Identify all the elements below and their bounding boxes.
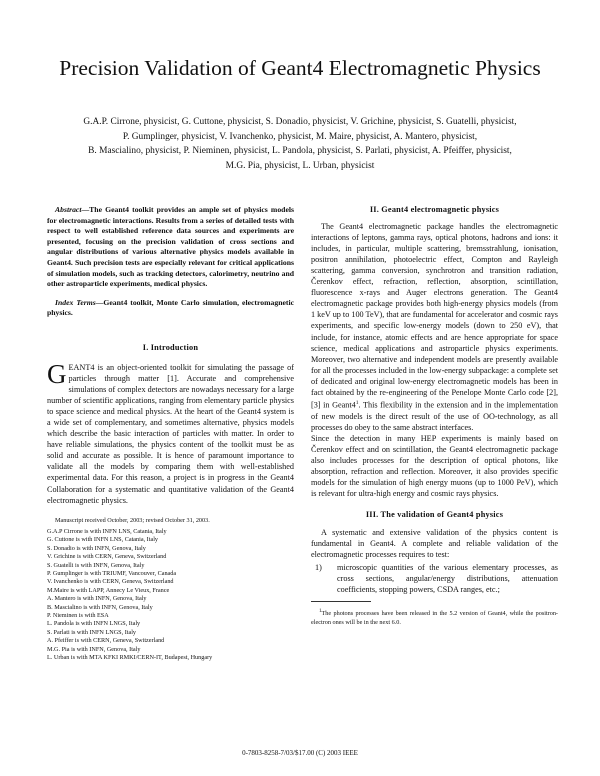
footnote-line: A. Pfeiffer is with CERN, Geneva, Switzerland xyxy=(47,637,165,645)
affiliation-footnotes xyxy=(47,517,294,663)
footnote-line: S. Donadio is with INFN, Genova, Italy xyxy=(47,544,146,552)
footnote-line: V. Grichine is with CERN, Geneva, Switzerland xyxy=(47,553,167,561)
footnote-number: 1 xyxy=(319,609,322,615)
footnote-text: The photons processes have been released in the 5.2 version of Geant4, while the positron-electron ones will be in the next 6.0. xyxy=(311,610,558,626)
sec3-paragraph-1: A systematic and extensive validation of the physics content is fundamental in Geant4. A complete and reliable validation of the electromagnetic processes requires to test: xyxy=(311,528,558,560)
sec2-paragraph-2: Since the detection in many HEP experiments is mainly based on Čerenkov effect and on scintillation, the Geant4 electromagnetic package also includes processes for the description of optical photons, like absorption, refraction and reflection. Moreover, it also provides specific models for the simulation of high energy muons (up to 1000 PeV), which is relevant for ultra-high energy and cosmic rays physics. xyxy=(311,433,558,498)
left-column xyxy=(47,205,294,663)
footnote-line: P. Gumplinger is with TRIUMF, Vancouver, Canada xyxy=(47,570,177,578)
section-heading-validation: III. The validation of Geant4 physics xyxy=(365,509,504,519)
footnote-line: Manuscript received October, 2003; revised October 31, 2003. xyxy=(55,516,210,524)
footnote-line: M.G. Pia is with INFN, Genova, Italy xyxy=(47,645,141,653)
list-text: microscopic quantities of the various elementary processes, as cross sections, angular/energy distributions, attenuation coefficients, stopping powers, CSDA ranges, etc.; xyxy=(337,563,558,595)
abstract-text: —The Geant4 toolkit provides an ample set of physics models for electromagnetic interactions. Results from a series of detailed tests with respect to well established reference data sources and experiments are presented, focusing on the precision validation of cross sections and angular distributions of various alternative physics models available in Geant4. Such precision tests are especially relevant for critical applications of simulation models, such as tracking detectors, calorimetry, neutrino and other astroparticle experiments, medical physics. xyxy=(47,205,294,289)
footnote-divider xyxy=(311,601,371,602)
footnote-line: G. Cuttone is with INFN LNS, Catania, Italy xyxy=(47,536,159,544)
footnote-line: P. Nieminen is with ESA xyxy=(47,612,109,620)
list-item xyxy=(311,562,558,595)
index-terms-label: Index Terms xyxy=(55,297,96,307)
sec2-p1-text: The Geant4 electromagnetic package handles the electromagnetic interactions of leptons, gamma rays, optical photons, hadrons and ions: it includes, in particular, multiple scattering, bremsstrahlung, ionisation, positron annihilation, photoelectric effect, Compton and Rayleigh scattering, gamma conversion, synchrotron and transition radiation, Čerenkov effect, refraction, reflection, absorption, scintillation, fluorescence x-rays and Auger electrons generation. The Geant4 electromagnetic package provides both high-energy physics models (from 1 keV up to 100 TeV), that are fundamental for accelerator and cosmic rays experiments, and specific low-energy models (down to 250 eV), that include, for instance, atomic effects and are hence appropriate for space science, medical applications and astroparticle physics experiments. Moreover, two alternative and independent models are presently available for all the processes included in the low-energy subpackage: a complete set of dedicated and original low-energy electromagnetic models has been in fact obtained by the re-engineering of the Penelope Monte Carlo code [2], [3] in Geant4 xyxy=(311,222,558,410)
intro-text: EANT4 is an object-oriented toolkit for simulating the passage of particles through matter [1]. Accurate and comprehensive simulations of complex detectors are nowadays necessary for a large number of scientific applications, ranging from elementary particle physics to space science and medical physics. At the heart of the Geant4 system is a wide set of complementary, and sometimes alternative, physics models which describe the basic interaction of particles with matter. In order to have reliable simulations, the physics content of the toolkit must be as solid and accurate as possible. It is hence of paramount importance to validate all the models by comparing them with well-established experimental data. For this reason, a project is in progress in the Geant4 Collaboration for a systematic and quantitative validation of the Geant4 electromagnetic physics. xyxy=(47,362,294,505)
sec2-paragraph-1 xyxy=(311,221,558,433)
footnote-photons xyxy=(311,608,558,627)
index-terms-text: —Geant4 toolkit, Monte Carlo simulation, electromagnetic physics. xyxy=(47,297,294,318)
footnote-marker: 1 xyxy=(355,399,359,406)
author-list xyxy=(40,115,560,173)
footnote-line: L. Urban is with MTA KFKI RMKI/CERN-IT, Budapest, Hungary xyxy=(47,654,213,662)
footnote-line: L. Pandola is with INFN LNGS, Italy xyxy=(47,620,141,628)
author-line: B. Mascialino, physicist, P. Nieminen, physicist, L. Pandola, physicist, S. Parlati, physicist, A. Pfeiffer, physicist, xyxy=(88,146,512,157)
footnote-line: B. Mascialino is with INFN, Genova, Italy xyxy=(47,603,153,611)
paper-title: Precision Validation of Geant4 Electromagnetic Physics xyxy=(59,56,541,80)
footnote-line: S. Parlati is with INFN LNGS, Italy xyxy=(47,628,137,636)
footnote-line: A. Mantero is with INFN, Genova, Italy xyxy=(47,595,147,603)
section-heading-geant4-em-physics: II. Geant4 electromagnetic physics xyxy=(369,205,500,214)
footnote-line: M.Maire is with LAPP, Annecy Le Vieux, France xyxy=(47,586,170,594)
drop-cap: G xyxy=(47,358,67,389)
abstract xyxy=(47,205,294,290)
right-column xyxy=(311,204,558,634)
author-line: P. Gumplinger, physicist, V. Ivanchenko, physicist, M. Maire, physicist, A. Mantero, physicist, xyxy=(122,131,478,142)
index-terms xyxy=(47,298,294,319)
author-line: M.G. Pia, physicist, L. Urban, physicist xyxy=(225,160,375,171)
footnote-line: S. Guatelli is with INFN, Genova, Italy xyxy=(47,561,145,569)
copyright-footer: 0-7803-8258-7/03/$17.00 (C) 2003 IEEE xyxy=(242,749,358,757)
footnote-line: V. Ivanchenko is with CERN, Geneva, Switzerland xyxy=(47,578,174,586)
list-number: 1) xyxy=(315,563,322,573)
footnote-line: G.A.P Cirrone is with INFN LNS, Catania, Italy xyxy=(47,528,167,535)
intro-paragraph xyxy=(47,358,294,506)
author-line: G.A.P. Cirrone, physicist, G. Cuttone, physicist, S. Donadio, physicist, V. Grichine, physicist, S. Guatelli, physicist, xyxy=(83,117,517,127)
section-heading-introduction: I. Introduction xyxy=(142,342,199,352)
sec2-p1-end: . This flexibility in the extension and in the implementation of new models is the direct result of the use of OO-technology, as all processes do obey to the same abstract interfaces. xyxy=(311,400,558,432)
abstract-label: Abstract xyxy=(55,205,82,214)
